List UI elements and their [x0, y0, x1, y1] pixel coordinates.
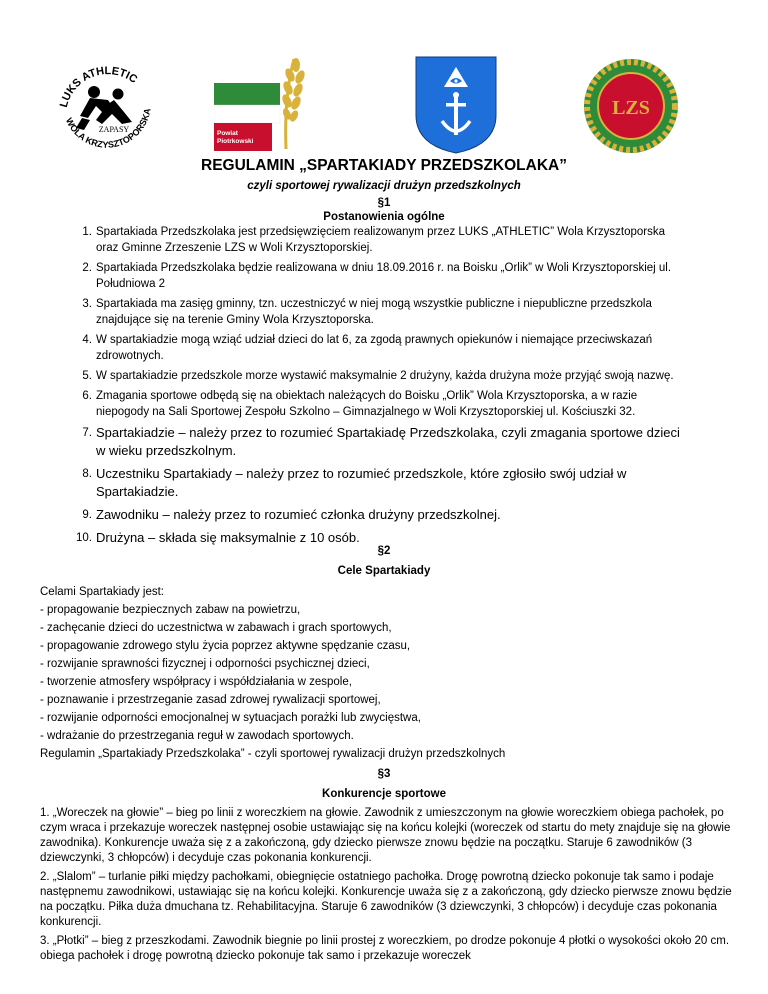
powiat-line2: Piotrkowski	[217, 138, 254, 145]
section3-body	[40, 806, 745, 968]
list-item: - rozwijanie sprawności fizycznej i odporności psychicznej dzieci,	[40, 658, 370, 670]
section3-number: §3	[377, 768, 391, 780]
document-title: REGULAMIN „SPARTAKIADY PRZEDSZKOLAKA”	[201, 157, 567, 174]
section2-closing: Regulamin „Spartakiady Przedszkolaka” - czyli sportowej rywalizacji drużyn przedszkolnych	[40, 748, 506, 760]
list-item: - tworzenie atmosfery współpracy i współdziałania w zespole,	[40, 676, 352, 688]
list-item: 3. Spartakiada ma zasięg gminny, tzn. uczestniczyć w niej mogą wszystkie publiczne i niepubliczne przedszkola znajdujące się na terenie Gminy Wola Krzysztoporska.	[82, 298, 652, 326]
list-item: 5. W spartakiadzie przedszkole morze wystawić maksymalnie 2 drużyny, każda drużyna może przyjąć swoją nazwę.	[82, 370, 674, 382]
list-item: 1. Spartakiada Przedszkolaka jest przedsięwzięciem realizowanym przez LUKS „ATHLETIC” Wola Krzysztoporska oraz Gminne Zrzeszenie LZS w Woli Krzysztoporskiej.	[82, 226, 666, 254]
list-item: 6. Zmagania sportowe odbędą się na obiektach należących do Boisku „Orlik” Wola Krzysztoporska, a w razie niepogody na Sali Sportowej Zespołu Szkolno – Gimnazjalnego w Woli Krzysztoporskiej ul. Kościuszki 32.	[82, 390, 638, 418]
lzs-logo	[583, 58, 679, 154]
powiat-piotrkowski-logo	[214, 55, 320, 151]
list-item: - poznawanie i przestrzeganie zasad zdrowej rywalizacji sportowej,	[40, 694, 381, 706]
gmina-coat-of-arms	[414, 55, 498, 155]
list-item: - wdrażanie do przestrzegania reguł w zawodach sportowych.	[40, 730, 354, 742]
powiat-line1: Powiat	[217, 130, 238, 137]
luks-bottom-text: WOLA KRZYSZTOPORSKA	[63, 107, 153, 150]
lzs-text: LZS	[612, 97, 650, 119]
section1-number: §1	[377, 197, 391, 209]
wrestlers-icon	[76, 86, 132, 130]
list-item: 8. Uczestniku Spartakiady – należy przez to rozumieć przedszkole, które zgłosiło swój udział w Spartakiadzie.	[82, 466, 627, 499]
section1-list	[70, 224, 690, 552]
list-item: - rozwijanie odporności emocjonalnej w sytuacjach porażki lub zwycięstwa,	[40, 712, 421, 724]
section2-heading: Cele Spartakiady	[337, 565, 431, 577]
list-item: - propagowanie bezpiecznych zabaw na powietrzu,	[40, 604, 301, 616]
section1-heading: Postanowienia ogólne	[323, 211, 445, 223]
list-item: 1. „Woreczek na głowie” – bieg po linii z woreczkiem na głowie. Zawodnik z umieszczonym na głowie woreczkiem obiega pachołek, po czym wraca i przekazuje woreczek następnej osobie ustawiając się na końcu kolejki (woreczek od startu do mety znajduje się na głowie zawodnika). Konkurencje uważa się z a zakończoną, gdy dziecko pierwsze znowu będzie na początku. Staruje 6 zawodników (3 dziewczynki, 3 chłopców) i decyduje czas pokonania konkurencji.	[40, 807, 731, 864]
list-item: 10. Drużyna – składa się maksymalnie z 10 osób.	[76, 530, 360, 545]
section2-intro: Celami Spartakiady jest:	[40, 586, 164, 598]
list-item: 2. „Slalom” – turlanie piłki między pachołkami, obiegnięcie ostatniego pachołka. Drogę powrotną dziecko pokonuje tak samo i podaje następnemu zawodnikowi, ustawiając się na końcu kolejki. Konkurencje uważa się z a zakończoną, gdy dziecko pierwsze znowu będzie na początku. Piłka duża dmuchana tz. Rehabilitacyjna. Staruje 6 zawodników (3 dziewczynki, 3 chłopców) i decyduje czas pokonania konkurencji.	[40, 871, 732, 928]
list-item: - zachęcanie dzieci do uczestnictwa w zabawach i grach sportowych,	[40, 622, 392, 634]
document-subtitle: czyli sportowej rywalizacji drużyn przedszkolnych	[247, 180, 521, 192]
luks-top-text: LUKS ATHLETIC	[57, 65, 140, 109]
section2-body	[40, 583, 740, 763]
wheat-icon	[280, 58, 306, 149]
luks-athletic-logo	[52, 52, 162, 162]
list-item: 2. Spartakiada Przedszkolaka będzie realizowana w dniu 18.09.2016 r. na Boisku „Orlik” w Woli Krzysztoporskiej ul. Południowa 2	[82, 262, 672, 290]
list-item: - propagowanie zdrowego stylu życia poprzez aktywne spędzanie czasu,	[40, 640, 411, 652]
list-item: 9. Zawodniku – należy przez to rozumieć członka drużyny przedszkolnej.	[82, 507, 501, 522]
list-item: 7. Spartakiadzie – należy przez to rozumieć Spartakiadę Przedszkolaka, czyli zmagania sportowe dzieci w wieku przedszkolnym.	[82, 425, 680, 458]
luks-middle-text: ZAPASY	[98, 125, 130, 134]
section3-heading: Konkurencje sportowe	[322, 788, 446, 800]
list-item: 4. W spartakiadzie mogą wziąć udział dzieci do lat 6, za zgodą prawnych opiekunów i niemające przeciwskazań zdrowotnych.	[82, 334, 653, 362]
section2-number: §2	[377, 545, 391, 557]
list-item: 3. „Płotki” – bieg z przeszkodami. Zawodnik biegnie po linii prostej z woreczkiem, po drodze pokonuje 4 płotki o wysokości około 20 cm. obiega pachołek i drogę powrotną dziecko pokonuje tak samo i przekazuje woreczek	[40, 935, 730, 962]
